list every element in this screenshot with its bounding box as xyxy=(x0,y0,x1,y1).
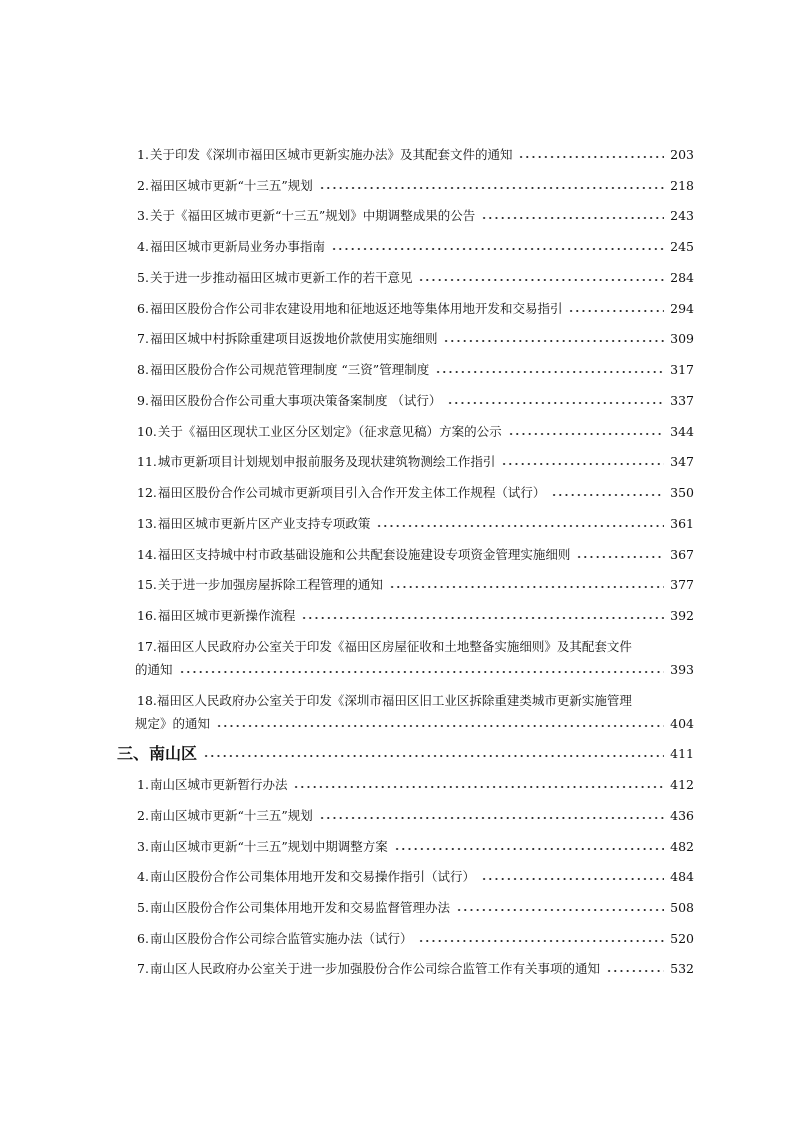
toc-entry-8[interactable] xyxy=(137,359,694,381)
page-number: 284 xyxy=(670,270,694,285)
toc-entry-16[interactable] xyxy=(137,605,694,627)
entry-number: 18. xyxy=(137,693,157,708)
entry-title: 14.福田区支持城中村市政基础设施和公共配套设施建设专项资金管理实施细则 xyxy=(137,547,571,562)
toc-nanshan-entry-2[interactable] xyxy=(137,805,694,827)
entry-title: 5.南山区股份合作公司集体用地开发和交易监督管理办法 xyxy=(137,900,450,915)
toc-entry-2[interactable] xyxy=(137,175,694,197)
page-number: 508 xyxy=(670,900,694,915)
toc-entry-6[interactable] xyxy=(137,298,694,320)
page-number: 350 xyxy=(670,485,694,500)
page-number: 294 xyxy=(670,301,694,316)
toc-nanshan-entry-1[interactable] xyxy=(137,774,694,796)
dot-leader xyxy=(568,308,664,314)
page-number: 344 xyxy=(670,424,694,439)
dot-leader xyxy=(331,246,664,252)
entry-title: 12.福田区股份合作公司城市更新项目引入合作开发主体工作规程（试行） xyxy=(137,485,546,500)
dot-leader xyxy=(518,154,664,160)
entry-title: 4.南山区股份合作公司集体用地开发和交易操作指引（试行） xyxy=(137,869,475,884)
dot-leader xyxy=(456,907,664,913)
entry-title: 7.福田区城中村拆除重建项目返拨地价款使用实施细则 xyxy=(137,331,438,346)
dot-leader xyxy=(435,369,664,375)
page-number: 393 xyxy=(670,662,694,677)
dot-leader xyxy=(481,876,664,882)
entry-title: 15.关于进一步加强房屋拆除工程管理的通知 xyxy=(137,577,383,592)
page-number: 412 xyxy=(670,777,694,792)
dot-leader xyxy=(508,431,664,437)
toc-nanshan-entry-4[interactable] xyxy=(137,866,694,888)
toc-entry-3[interactable] xyxy=(137,205,694,227)
dot-leader xyxy=(418,277,664,283)
page-number: 337 xyxy=(670,393,694,408)
entry-title: 6.福田区股份合作公司非农建设用地和征地返还地等集体用地开发和交易指引 xyxy=(137,301,563,316)
entry-title: 11.城市更新项目计划规划申报前服务及现状建筑物测绘工作指引 xyxy=(137,454,496,469)
toc-entry-15[interactable] xyxy=(137,574,694,596)
dot-leader xyxy=(216,723,664,729)
dot-leader xyxy=(293,784,664,790)
toc-entry-17[interactable] xyxy=(137,659,694,681)
page-number: 532 xyxy=(670,961,694,976)
dot-leader xyxy=(551,492,664,498)
entry-title: 2.福田区城市更新“十三五”规划 xyxy=(137,178,313,193)
toc-entry-11[interactable] xyxy=(137,451,694,473)
entry-title: 16.福田区城市更新操作流程 xyxy=(137,608,296,623)
dot-leader xyxy=(576,554,664,560)
entry-title: 7.南山区人民政府办公室关于进一步加强股份合作公司综合监管工作有关事项的通知 xyxy=(137,961,600,976)
entry-title: 福田区人民政府办公室关于印发《深圳市福田区旧工业区拆除重建类城市更新实施管理 xyxy=(156,693,632,708)
entry-title: 3.南山区城市更新“十三五”规划中期调整方案 xyxy=(137,839,388,854)
toc-entry-1[interactable] xyxy=(137,144,694,166)
page-number: 404 xyxy=(670,716,694,731)
dot-leader xyxy=(394,846,664,852)
page-number: 367 xyxy=(670,547,694,562)
page-number: 411 xyxy=(670,746,694,761)
toc-nanshan-entry-5[interactable] xyxy=(137,897,694,919)
toc-nanshan-entry-7[interactable] xyxy=(137,958,694,980)
entry-title-continued: 的通知 xyxy=(135,662,173,677)
page-number: 309 xyxy=(670,331,694,346)
entry-title: 1.南山区城市更新暂行办法 xyxy=(137,777,288,792)
toc-entry-18[interactable] xyxy=(137,713,694,735)
section-title: 三、南山区 xyxy=(117,744,198,763)
dot-leader xyxy=(203,753,664,759)
dot-leader xyxy=(443,338,664,344)
page-number: 218 xyxy=(670,178,694,193)
toc-entry-10[interactable] xyxy=(137,421,694,443)
entry-title: 10.关于《福田区现状工业区分区划定》（征求意见稿）方案的公示 xyxy=(137,424,502,439)
page-number: 520 xyxy=(670,931,694,946)
page-number: 361 xyxy=(670,516,694,531)
entry-title: 福田区人民政府办公室关于印发《福田区房屋征收和土地整备实施细则》及其配套文件 xyxy=(156,639,632,654)
dot-leader xyxy=(319,185,664,191)
toc-entry-12[interactable] xyxy=(137,482,694,504)
entry-title: 2.南山区城市更新“十三五”规划 xyxy=(137,808,313,823)
entry-title: 3.关于《福田区城市更新“十三五”规划》中期调整成果的公告 xyxy=(137,208,476,223)
toc-entry-13[interactable] xyxy=(137,513,694,535)
toc-entry-14[interactable] xyxy=(137,544,694,566)
page-number: 243 xyxy=(670,208,694,223)
entry-title: 6.南山区股份合作公司综合监管实施办法（试行） xyxy=(137,931,413,946)
entry-title: 9.福田区股份合作公司重大事项决策备案制度 （试行） xyxy=(137,393,442,408)
entry-title: 13.福田区城市更新片区产业支持专项政策 xyxy=(137,516,371,531)
page-number: 482 xyxy=(670,839,694,854)
toc-nanshan-entry-3[interactable] xyxy=(137,836,694,858)
page-number: 377 xyxy=(670,577,694,592)
page-number: 436 xyxy=(670,808,694,823)
dot-leader xyxy=(606,968,664,974)
page-number: 347 xyxy=(670,454,694,469)
toc-entry-9[interactable] xyxy=(137,390,694,412)
page-number: 392 xyxy=(670,608,694,623)
toc-entry-17-line1[interactable] xyxy=(137,636,694,658)
toc-entry-4[interactable] xyxy=(137,236,694,258)
toc-section-nanshan[interactable] xyxy=(117,743,694,765)
entry-title: 1.关于印发《深圳市福田区城市更新实施办法》及其配套文件的通知 xyxy=(137,147,513,162)
dot-leader xyxy=(481,215,664,221)
dot-leader xyxy=(418,938,664,944)
entry-title-continued: 规定》的通知 xyxy=(135,716,211,731)
toc-entry-5[interactable] xyxy=(137,267,694,289)
page-number: 203 xyxy=(670,147,694,162)
dot-leader xyxy=(301,615,664,621)
page-number: 245 xyxy=(670,239,694,254)
dot-leader xyxy=(319,815,664,821)
entry-title: 4.福田区城市更新局业务办事指南 xyxy=(137,239,325,254)
dot-leader xyxy=(376,523,664,529)
dot-leader xyxy=(447,400,664,406)
page-number: 317 xyxy=(670,362,694,377)
toc-nanshan-entry-6[interactable] xyxy=(137,928,694,950)
entry-number: 17. xyxy=(137,639,157,654)
toc-entry-18-line1[interactable] xyxy=(137,690,694,712)
dot-leader xyxy=(501,461,664,467)
entry-title: 5.关于进一步推动福田区城市更新工作的若干意见 xyxy=(137,270,413,285)
toc-entry-7[interactable] xyxy=(137,328,694,350)
page-number: 484 xyxy=(670,869,694,884)
dot-leader xyxy=(389,584,664,590)
dot-leader xyxy=(179,669,665,675)
entry-title: 8.福田区股份合作公司规范管理制度 “三资”管理制度 xyxy=(137,362,430,377)
